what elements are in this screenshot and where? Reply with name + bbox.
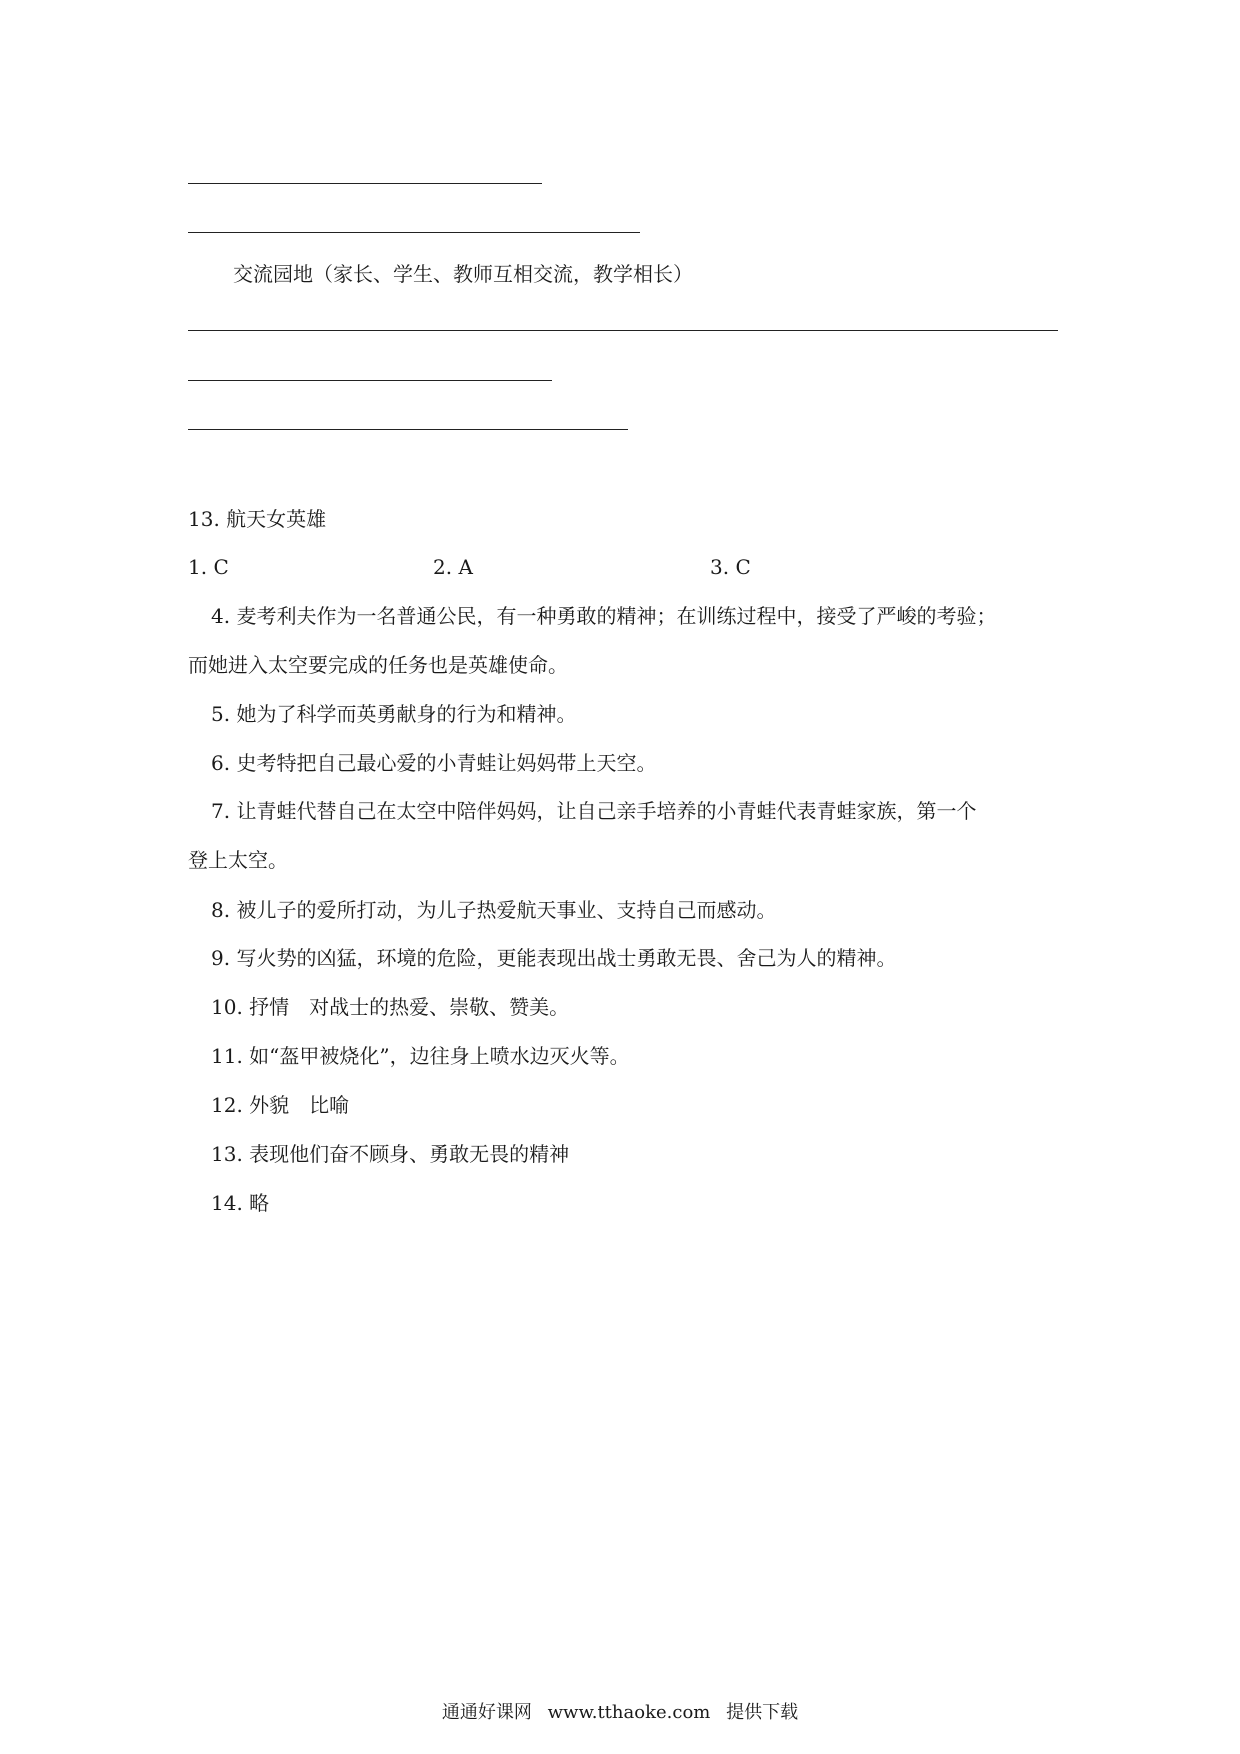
footer-url[interactable]: www.tthaoke.com	[547, 1702, 711, 1723]
answer-7-line-1: 7. 让青蛙代替自己在太空中陪伴妈妈，让自己亲手培养的小青蛙代表青蛙家族，第一个	[211, 799, 977, 823]
answer-11: 11. 如“盔甲被烧化”，边往身上喷水边灭火等。	[211, 1044, 630, 1068]
exchange-blank-line	[188, 429, 628, 430]
lesson-title: 13. 航天女英雄	[188, 507, 327, 531]
exchange-blank-line	[188, 330, 1058, 331]
choice-answer: 3. C	[710, 555, 751, 579]
answer-14: 14. 略	[211, 1191, 270, 1215]
answer-7-line-2: 登上太空。	[188, 848, 288, 872]
answer-12: 12. 外貌 比喻	[211, 1093, 350, 1117]
answer-4-line-2: 而她进入太空要完成的任务也是英雄使命。	[188, 653, 568, 677]
answer-10: 10. 抒情 对战士的热爱、崇敬、赞美。	[211, 995, 570, 1019]
exchange-blank-line	[188, 380, 552, 381]
footer-suffix: 提供下载	[726, 1702, 799, 1723]
answer-13: 13. 表现他们奋不顾身、勇敢无畏的精神	[211, 1142, 570, 1166]
answer-blank-line	[188, 183, 542, 184]
choice-answer: 1. C	[188, 555, 229, 579]
footer-site-name: 通通好课网	[441, 1702, 532, 1723]
page-footer	[0, 1702, 1240, 1724]
choice-answer: 2. A	[433, 555, 473, 579]
answer-6: 6. 史考特把自己最心爱的小青蛙让妈妈带上天空。	[211, 751, 657, 775]
answer-8: 8. 被儿子的爱所打动，为儿子热爱航天事业、支持自己而感动。	[211, 898, 777, 922]
answer-4-line-1: 4. 麦考利夫作为一名普通公民，有一种勇敢的精神；在训练过程中，接受了严峻的考验；	[211, 604, 997, 628]
exchange-section-heading: 交流园地（家长、学生、教师互相交流，教学相长）	[233, 262, 693, 286]
answer-5: 5. 她为了科学而英勇献身的行为和精神。	[211, 702, 577, 726]
answer-blank-line	[188, 232, 640, 233]
answer-9: 9. 写火势的凶猛，环境的危险，更能表现出战士勇敢无畏、舍己为人的精神。	[211, 946, 897, 970]
